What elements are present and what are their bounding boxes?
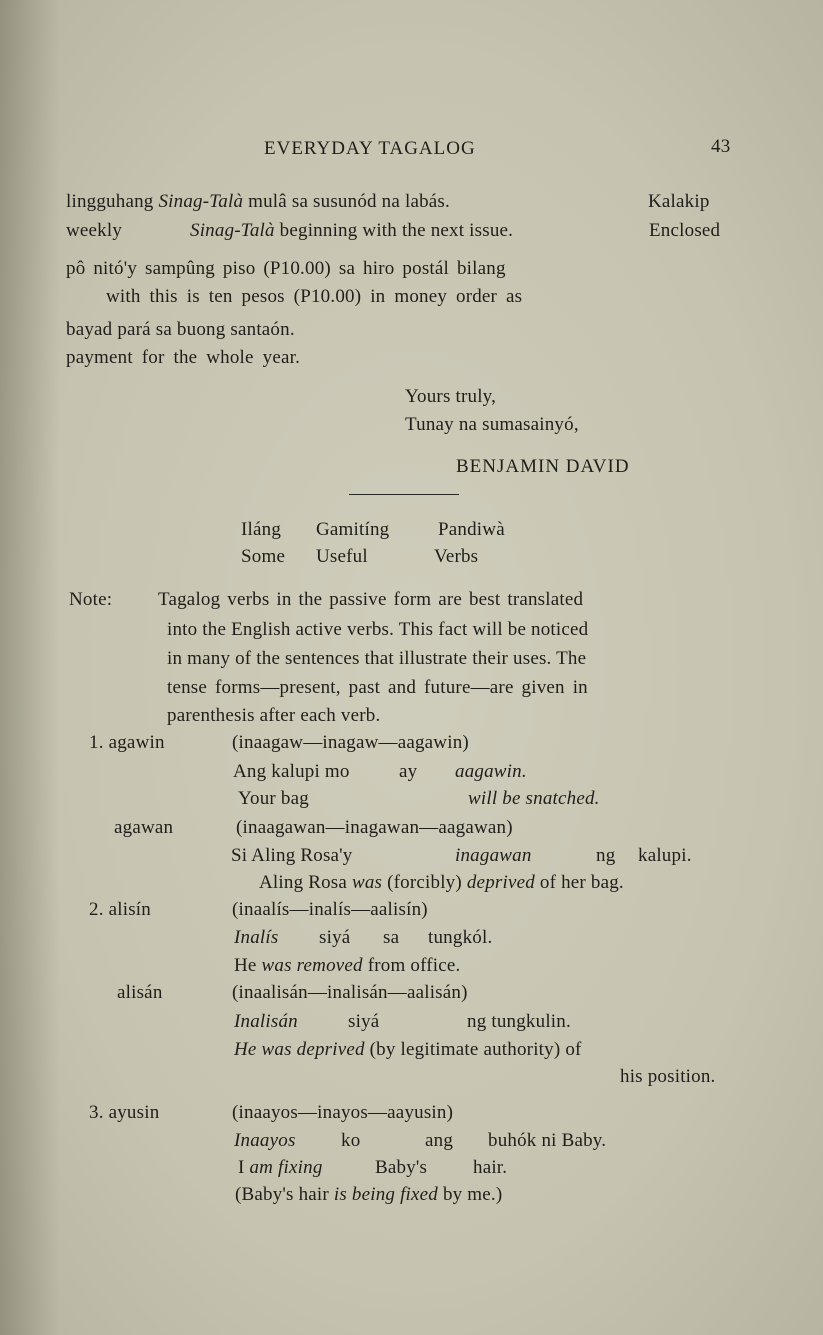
verb-forms: (inaalís—inalís—aalisín) bbox=[232, 899, 428, 920]
example-english-text: by me.) bbox=[438, 1184, 503, 1205]
note-line: Tagalog verbs in the passive form are best translated bbox=[158, 589, 584, 610]
heading-tagalog-2: Gamitíng bbox=[316, 519, 390, 540]
example-english-verb: was removed bbox=[261, 955, 363, 976]
verb-forms: (inaagawan—inagawan—aagawan) bbox=[236, 817, 513, 838]
letter-text: mulâ sa susunód na labás. bbox=[243, 191, 450, 212]
example-english bbox=[234, 956, 461, 975]
letter-line-3: pô nitó'y sampûng piso (P10.00) sa hiro postál bilang bbox=[66, 258, 506, 279]
example-english-verb: deprived bbox=[466, 872, 535, 893]
verb-label: 1. agawin bbox=[89, 732, 165, 753]
running-header-title: EVERYDAY TAGALOG bbox=[264, 138, 476, 159]
example-tagalog: siyá bbox=[348, 1011, 380, 1032]
example-english-verb: will be snatched. bbox=[468, 788, 600, 809]
verb-label: alisán bbox=[117, 982, 163, 1003]
example-tagalog: kalupi. bbox=[638, 845, 692, 866]
page-edge-shadow bbox=[0, 0, 60, 1335]
verb-forms: (inaagaw—inagaw—aagawin) bbox=[232, 732, 469, 753]
letter-text: Enclosed bbox=[649, 220, 721, 241]
note-label: Note: bbox=[69, 589, 113, 610]
closing-english: Yours truly, bbox=[405, 386, 497, 407]
example-english-alt bbox=[235, 1185, 502, 1204]
closing-tagalog: Tunay na sumasainyó, bbox=[405, 414, 579, 435]
verb-forms: (inaalisán—inalisán—aalisán) bbox=[232, 982, 468, 1003]
letter-line-6: payment for the whole year. bbox=[66, 347, 301, 368]
example-english-text: Aling Rosa bbox=[259, 872, 352, 893]
letter-text: beginning with the next issue. bbox=[274, 220, 514, 241]
heading-english-3: Verbs bbox=[434, 546, 479, 567]
example-tagalog: siyá bbox=[319, 927, 351, 948]
example-tagalog: sa bbox=[383, 927, 400, 948]
example-english-text: (forcibly) bbox=[382, 872, 467, 893]
example-tagalog: Si Aling Rosa'y bbox=[231, 845, 353, 866]
example-tagalog: ko bbox=[341, 1130, 361, 1151]
publication-name: Sinag-Talà bbox=[158, 191, 244, 212]
note-line: tense forms—present, past and future—are given in bbox=[167, 677, 588, 698]
heading-english-1: Some bbox=[241, 546, 286, 567]
example-tagalog-verb: Inaayos bbox=[234, 1130, 296, 1151]
verb-label: 3. ayusin bbox=[89, 1102, 160, 1123]
example-english: Your bag bbox=[238, 788, 309, 809]
letter-line-1 bbox=[66, 192, 450, 211]
example-english bbox=[259, 873, 624, 892]
example-english-text: (Baby's hair bbox=[235, 1184, 334, 1205]
heading-tagalog-1: Iláng bbox=[241, 519, 282, 540]
example-tagalog-verb: inagawan bbox=[455, 845, 532, 866]
example-english-text: hair. bbox=[473, 1157, 508, 1178]
publication-name: Sinag-Talà bbox=[190, 220, 275, 241]
example-tagalog: ng tungkulin. bbox=[467, 1011, 571, 1032]
example-english-verb: is being fixed bbox=[333, 1184, 438, 1205]
letter-line-2 bbox=[66, 221, 122, 240]
example-english-text: He bbox=[234, 955, 262, 976]
example-tagalog-verb: Inalís bbox=[234, 927, 279, 948]
letter-text: Kalakip bbox=[648, 191, 710, 212]
letter-line-5: bayad pará sa buong santaón. bbox=[66, 319, 295, 340]
note-line: into the English active verbs. This fact will be noticed bbox=[167, 619, 589, 640]
example-english-text: of her bag. bbox=[534, 872, 624, 893]
letter-text: weekly bbox=[66, 220, 123, 241]
example-tagalog-verb: Inalisán bbox=[234, 1011, 298, 1032]
verb-label: 2. alisín bbox=[89, 899, 151, 920]
signature-name: BENJAMIN DAVID bbox=[456, 456, 630, 477]
letter-line-2-cont bbox=[190, 221, 513, 240]
section-divider bbox=[349, 494, 459, 495]
example-english-verb: am fixing bbox=[249, 1157, 323, 1178]
example-english-text: (by legitimate authority) of bbox=[364, 1039, 582, 1060]
example-tagalog: buhók ni Baby. bbox=[488, 1130, 607, 1151]
example-english-continued: his position. bbox=[620, 1066, 716, 1087]
example-tagalog: ang bbox=[425, 1130, 454, 1151]
heading-english-2: Useful bbox=[316, 546, 368, 567]
page-number: 43 bbox=[711, 136, 731, 157]
example-tagalog: tungkól. bbox=[428, 927, 493, 948]
letter-line-4: with this is ten pesos (P10.00) in money order as bbox=[106, 286, 523, 307]
example-english bbox=[238, 1158, 323, 1177]
example-tagalog: Ang kalupi mo bbox=[233, 761, 350, 782]
example-english-text: Baby's bbox=[375, 1157, 428, 1178]
example-tagalog: ay bbox=[399, 761, 418, 782]
verb-forms: (inaayos—inayos—aayusin) bbox=[232, 1102, 454, 1123]
example-english-verb: was bbox=[351, 872, 383, 893]
heading-tagalog-3: Pandiwà bbox=[438, 519, 505, 540]
note-line: parenthesis after each verb. bbox=[167, 705, 381, 726]
example-english bbox=[234, 1040, 582, 1059]
example-english-text: I bbox=[238, 1157, 250, 1178]
letter-text: lingguhang bbox=[66, 191, 159, 212]
verb-label: agawan bbox=[114, 817, 174, 838]
example-tagalog: ng bbox=[596, 845, 616, 866]
example-english-verb: He was deprived bbox=[234, 1039, 365, 1060]
example-english-text: from office. bbox=[362, 955, 461, 976]
note-line: in many of the sentences that illustrate their uses. The bbox=[167, 648, 587, 669]
example-tagalog-verb: aagawin. bbox=[455, 761, 527, 782]
